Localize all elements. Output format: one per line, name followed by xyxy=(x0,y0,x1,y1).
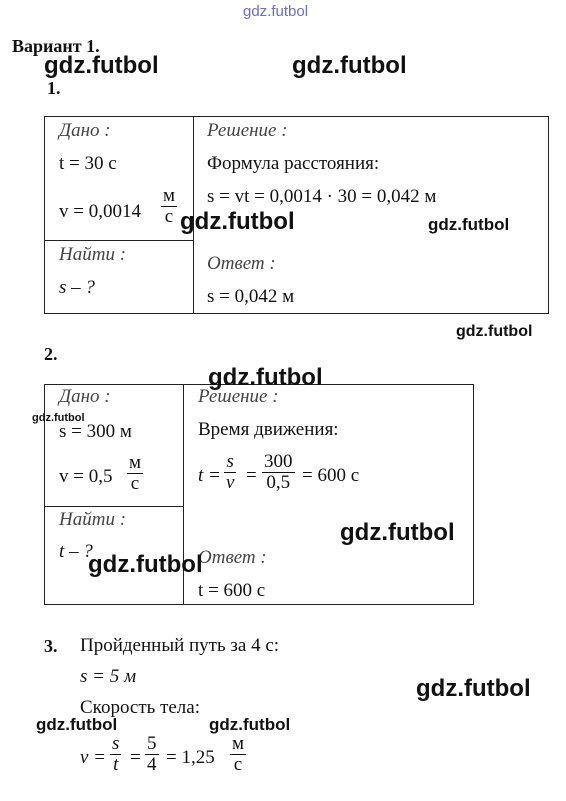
watermark: gdz.futbol xyxy=(340,519,455,546)
watermark: gdz.futbol xyxy=(416,675,531,702)
task2-time-title: Время движения: xyxy=(198,419,339,440)
task1-given-v-unit xyxy=(161,186,177,228)
watermark: gdz.futbol xyxy=(180,208,295,235)
task2-given-s: s = 300 м xyxy=(59,421,132,442)
task3-result: = 1,25 xyxy=(166,747,215,768)
watermark: gdz.futbol xyxy=(44,52,159,79)
task3-fraction-5-over-4 xyxy=(145,734,159,776)
watermark: gdz.futbol xyxy=(32,412,85,424)
task1-find-s: s – ? xyxy=(59,277,95,298)
task2-unit-numerator: м xyxy=(129,452,142,473)
fraction-denominator: 0,5 xyxy=(266,471,291,493)
task3-unit xyxy=(230,734,246,776)
fraction-numerator: 5 xyxy=(147,733,157,754)
task3-number: 3. xyxy=(44,636,58,656)
fraction-numerator: 300 xyxy=(264,451,293,472)
watermark: gdz.futbol xyxy=(208,364,323,391)
task1-given-t: t = 30 с xyxy=(59,153,117,174)
task2-equals: = xyxy=(246,465,257,486)
unit-numerator: м xyxy=(232,733,245,754)
task2-answer-label: Ответ : xyxy=(198,547,267,568)
watermark: gdz.futbol xyxy=(209,715,291,734)
task2-find-label: Найти : xyxy=(59,509,127,530)
task1-divider-horizontal xyxy=(44,240,194,241)
task1-unit-denominator: с xyxy=(164,205,174,227)
task1-given-v: v = 0,0014 xyxy=(59,201,141,222)
task1-find-label: Найти : xyxy=(59,244,127,265)
task1-answer: s = 0,042 м xyxy=(207,286,295,307)
task2-given-label: Дано : xyxy=(59,386,111,407)
fraction-denominator: t xyxy=(113,753,119,775)
fraction-denominator: v xyxy=(226,471,235,493)
task2-solution-label: Решение : xyxy=(198,386,279,407)
unit-denominator: с xyxy=(233,753,243,775)
task1-formula: s = vt = 0,0014 · 30 = 0,042 м xyxy=(207,186,437,207)
watermark: gdz.futbol xyxy=(36,715,118,734)
task1-formula-title: Формула расстояния: xyxy=(207,153,380,174)
fraction-numerator: s xyxy=(112,733,120,754)
watermark-top: gdz.futbol xyxy=(243,3,309,20)
task1-answer-label: Ответ : xyxy=(207,253,276,274)
task3-equals: = xyxy=(130,747,141,768)
task1-unit-numerator: м xyxy=(163,185,176,206)
task2-given-v-unit xyxy=(127,453,143,495)
task3-line2: s = 5 м xyxy=(80,666,137,687)
task2-answer: t = 600 с xyxy=(198,580,266,601)
task2-divider-horizontal xyxy=(44,506,184,507)
task2-t-eq: t = xyxy=(198,465,221,486)
fraction-numerator: s xyxy=(226,451,234,472)
task2-result: = 600 с xyxy=(302,465,360,486)
task2-given-v: v = 0,5 xyxy=(59,466,113,487)
task2-fraction-300-over-05 xyxy=(262,452,295,494)
variant-heading: Вариант 1. xyxy=(12,36,100,56)
task2-unit-denominator: с xyxy=(130,472,140,494)
task1-given-label: Дано : xyxy=(59,120,111,141)
task3-fraction-s-over-t xyxy=(110,734,121,776)
task2-fraction-s-over-v xyxy=(224,452,236,494)
watermark: gdz.futbol xyxy=(456,323,533,340)
task2-number: 2. xyxy=(44,344,58,364)
task1-solution-label: Решение : xyxy=(207,120,288,141)
task2-find-t: t – ? xyxy=(59,541,93,562)
task1-number: 1. xyxy=(47,78,61,98)
watermark: gdz.futbol xyxy=(292,52,407,79)
task3-v-eq: v = xyxy=(80,747,107,768)
task3-line3: Скорость тела: xyxy=(80,697,200,718)
fraction-denominator: 4 xyxy=(147,753,157,775)
watermark: gdz.futbol xyxy=(88,551,203,578)
task3-line1: Пройденный путь за 4 с: xyxy=(80,635,280,656)
watermark: gdz.futbol xyxy=(428,215,510,234)
